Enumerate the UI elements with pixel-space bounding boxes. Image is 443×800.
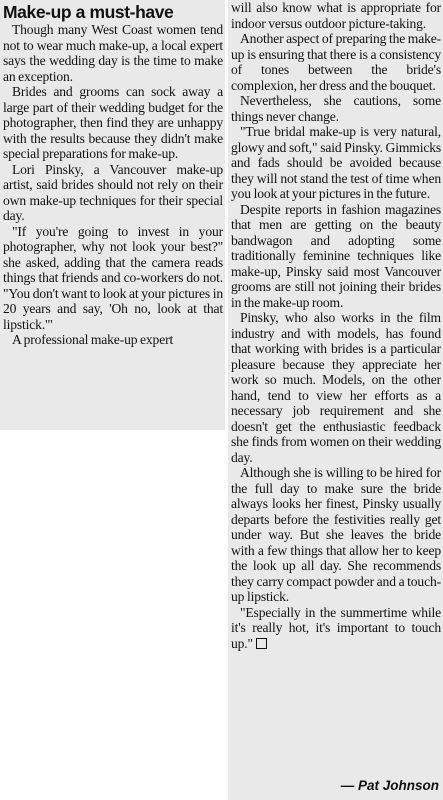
article-paragraph: Nevertheless, she cautions, some things never change. <box>231 93 441 124</box>
article-paragraph: Pinsky, who also works in the film industry and with models, has found that working with brides is a particular pleasure because they appreciate her work so much. Models, on the other hand, tend to view her efforts as a necessary job requirement and she doesn't get the enthusiastic feedback she finds from women on their wedding day. <box>231 310 441 465</box>
article-paragraph: A professional make-up expert <box>12 332 174 347</box>
article-paragraph-final <box>231 605 441 652</box>
final-quote: "Especially in the summertime while it's really hot, it's important to touch up." <box>231 604 441 651</box>
article-column-left <box>0 0 225 430</box>
end-of-story-box-icon <box>256 638 267 649</box>
article-paragraph: will also know what is appropriate for indoor versus outdoor picture-taking. <box>231 0 441 31</box>
article-paragraph: Brides and grooms can sock away a large part of their wedding budget for the photographer, then find they are unhappy with the results because they didn't make special preparations for make-up. <box>3 84 223 161</box>
article-column-right <box>228 0 443 800</box>
article-byline: — Pat Johnson <box>340 778 439 793</box>
article-paragraph: Although she is willing to be hired for the full day to make sure the bride always looks her finest, Pinsky usually departs before the festivities really get under way. But she leaves the bride with a few things that allow her to keep the look up all day. She recommends they carry compact powder and a touch-up lipstick. <box>231 465 441 604</box>
article-paragraph: Though many West Coast women tend not to wear much make-up, a local expert says the wedding day is the time to make an exception. <box>3 22 223 84</box>
article-headline: Make-up a must-have <box>3 2 174 22</box>
article-paragraph: "If you're going to invest in your photographer, why not look your best?" she asked, adding that the camera reads things that friends and co-workers do not. "You don't want to look at your pictures in 20 years and say, 'Oh no, look at that lipstick.'" <box>3 223 223 332</box>
article-paragraph: "True bridal make-up is very natural, glowy and soft," said Pinsky. Gimmicks and fads should be avoided because they will not stand the test of time when you look at your pictures in the future. <box>231 124 441 201</box>
article-paragraph: Another aspect of preparing the make-up is ensuring that there is a consistency of tones between the bride's complexion, her dress and the bouquet. <box>231 31 441 93</box>
article-paragraph: Despite reports in fashion magazines that men are getting on the beauty bandwagon and adopting some traditionally feminine techniques like make-up, Pinsky said most Vancouver grooms are still not joining their brides in the make-up room. <box>231 201 441 310</box>
article-paragraph: Lori Pinsky, a Vancouver make-up artist, said brides should not rely on their own make-up techniques for their special day. <box>3 161 223 223</box>
